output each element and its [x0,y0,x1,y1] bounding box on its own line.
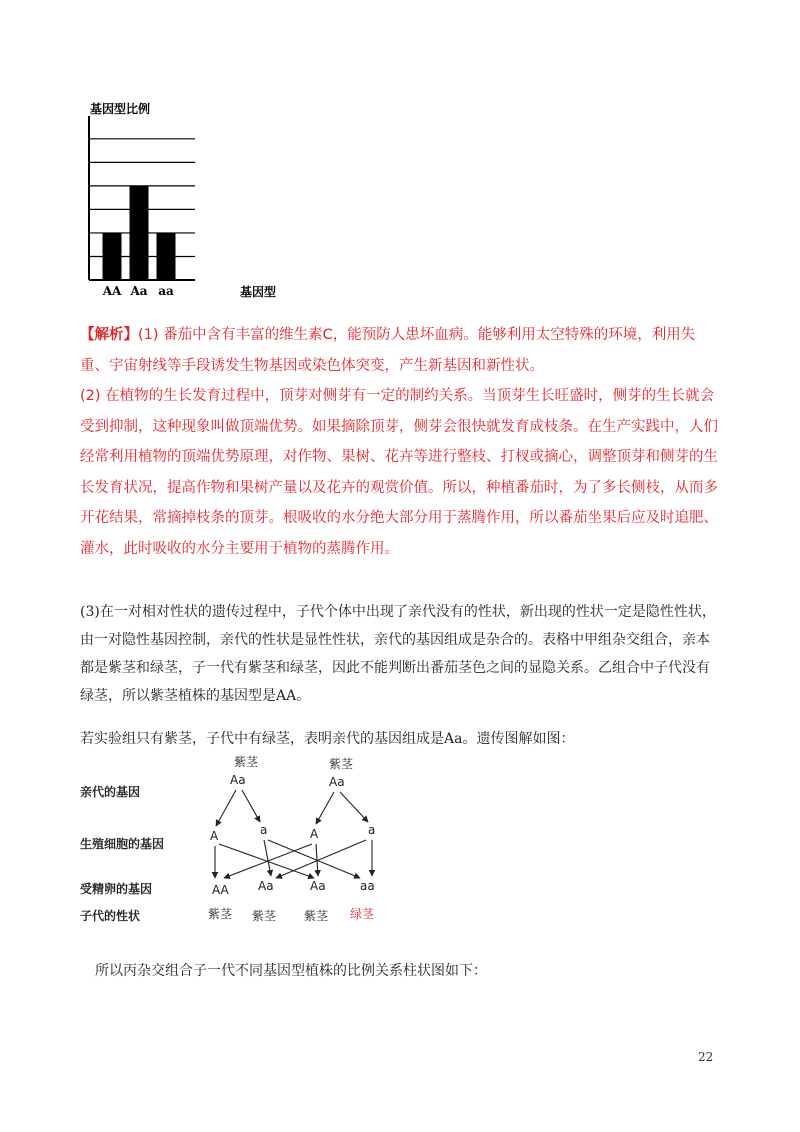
chart-tick-labels [102,284,174,298]
tick-label-AA: AA [102,284,122,298]
analysis-text-1: (1) 番茄中含有丰富的维生素C，能预防人患坏血病。能够利用太空特殊的环境，利用失重、宇宙射线等手段诱发生物基因或染色体突变，产生新基因和新性状。 [80,327,696,374]
offspring-trait-3: 紫茎 [304,909,329,923]
row-label-offspring-traits: 子代的性状 [80,909,141,923]
closing-sentence: 所以丙杂交组合子一代不同基因型植株的比例关系柱状图如下： [95,963,487,979]
bar-aa [157,233,176,280]
arrow-a2-to-Aa2 [264,840,271,876]
gamete-1: A [210,829,219,843]
genetic-cross-diagram [76,752,406,937]
page-number: 22 [698,1050,714,1064]
zygote-4: aa [360,879,375,893]
zygote-3: Aa [310,879,326,893]
y-axis-label: 基因型比例 [90,102,151,116]
bar-AA [103,233,122,280]
zygote-1: AA [212,883,229,897]
x-axis-label: 基因型 [240,285,277,299]
parent-2-trait: 紫茎 [329,757,354,771]
arrow-p2-to-A [316,792,334,824]
analysis-paragraph-2: (2) 在植物的生长发育过程中，顶芽对侧芽有一定的制约关系。当顶芽生长旺盛时，侧芽的生长就会受到抑制，这种现象叫做顶端优势。如果摘除顶芽，侧芽会很快就发育成枝条。在生产实践中，人们经常利用植物的顶端优势原理，对作物、果树、花卉等进行整枝、打杈或摘心，调整顶芽和侧芽的生长发育状况，提高作物和果树产量以及花卉的观赏价值。所以，种植番茄时，为了多长侧枝，从而多开花结果，常摘掉枝条的顶芽。根吸收的水分绝大部分用于蒸腾作用，所以番茄坐果后应及时追肥、灌水，此时吸收的水分主要用于植物的蒸腾作用。 [80,388,718,557]
gamete-3: A [310,827,319,841]
offspring-trait-1: 紫茎 [208,907,233,921]
row-label-gamete-genes: 生殖细胞的基因 [80,837,165,851]
part3-paragraph: (3)在一对相对性状的遗传过程中，子代个体中出现了亲代没有的性状，新出现的性状一定是隐性性状，由一对隐性基因控制，亲代的性状是显性性状，亲代的基因组成是杂合的。表格中甲组杂交组合，亲本都是紫茎和绿茎，子一代有紫茎和绿茎，因此不能判断出番茄茎色之间的显隐关系。乙组合中子代没有绿茎，所以紫茎植株的基因型是AA。 [80,604,716,704]
parent-2-genotype: Aa [329,775,345,789]
analysis-section [80,320,720,564]
row-label-parent-genes: 亲代的基因 [80,785,141,799]
parent-1-trait: 紫茎 [234,755,259,769]
chart-bars [103,186,176,280]
arrow-p1-to-A [216,790,236,826]
analysis-tag: 【解析】 [80,327,138,343]
analysis-paragraph-1 [80,320,720,381]
tick-label-Aa: Aa [130,284,148,298]
offspring-trait-4: 绿茎 [350,907,375,921]
row-label-zygote-genes: 受精卵的基因 [80,882,153,896]
genotype-ratio-bar-chart [80,98,320,308]
arrow-a2-to-aa [268,840,360,878]
parent-1-genotype: Aa [230,773,246,787]
arrow-p2-to-a [340,792,368,822]
offspring-trait-2: 紫茎 [252,909,277,923]
diagram-intro: 若实验组只有紫茎，子代中有绿茎，表明亲代的基因组成是Aa。遗传图解如图： [80,731,575,747]
zygote-2: Aa [258,879,274,893]
tick-label-aa: aa [158,284,174,298]
gamete-2: a [260,823,268,837]
gamete-4: a [368,823,376,837]
arrow-p1-to-a [242,790,260,822]
arrow-a4-to-Aa2 [276,840,366,878]
bar-Aa [130,186,149,280]
